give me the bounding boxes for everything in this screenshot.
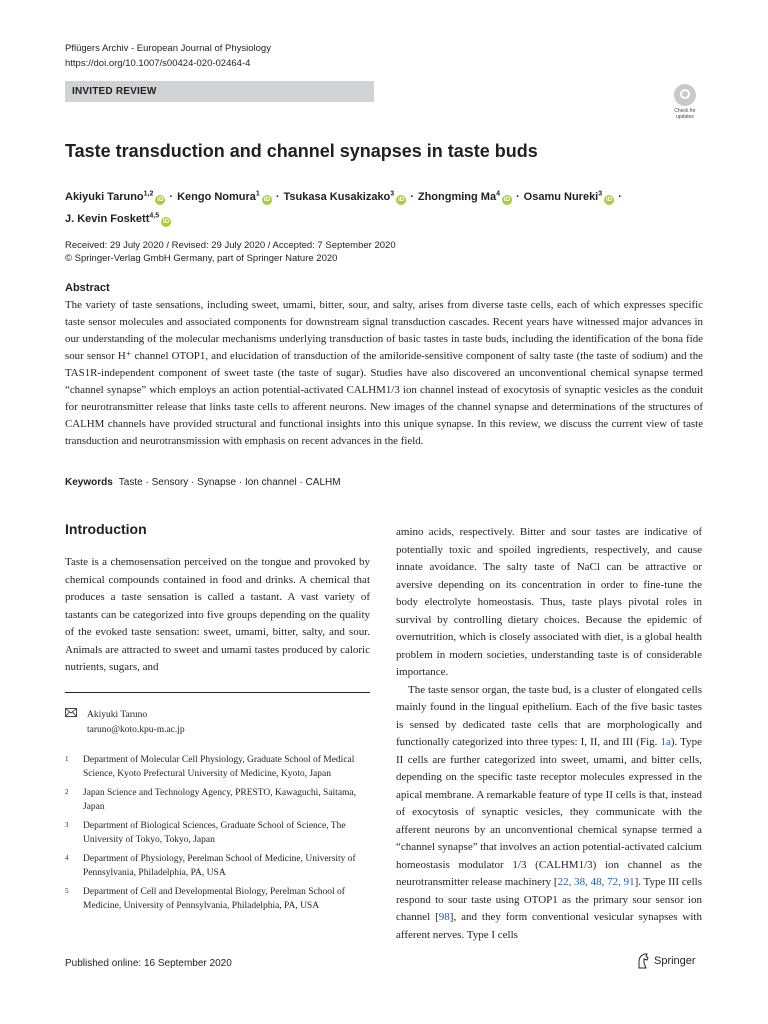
footnote-divider: [65, 692, 370, 693]
section-heading-introduction: Introduction: [65, 521, 147, 537]
keywords-list: Taste · Sensory · Synapse · Ion channel · CALHM: [118, 477, 341, 488]
doi-link[interactable]: https://doi.org/10.1007/s00424-020-02464-4: [65, 58, 251, 69]
article-type-label: INVITED REVIEW: [72, 86, 157, 97]
paragraph: amino acids, respectively. Bitter and sour tastes are indicative of potentially toxic and spoiled ingredients, respectively, and cause innate avoidance. The salty taste of NaCl can be attractive or aversive depending on its concentration in order to fine-tune the body electrolyte homeostasis. Thus, taste plays pivotal roles in survival by controlling dietary choices. Because the epidemic of overnutrition, which is closely associated with diet, is a global health problem in modern societies, understanding taste is of considerable importance.: [396, 526, 702, 678]
author[interactable]: J. Kevin Foskett$^{4,5}$iD: [65, 212, 170, 226]
check-for-updates-badge[interactable]: [666, 84, 704, 124]
affiliations: [65, 754, 375, 919]
article-type-bar: [65, 81, 374, 102]
intro-right-column: [396, 524, 702, 944]
author[interactable]: Tsukasa Kusakizako$^3$iD: [283, 190, 405, 203]
intro-left-column: [65, 554, 370, 677]
orcid-icon[interactable]: iD: [162, 218, 170, 226]
orcid-icon[interactable]: iD: [157, 195, 164, 203]
publisher-logo: [636, 953, 696, 969]
orcid-icon[interactable]: iD: [503, 195, 511, 203]
affiliation-item: 5 Department of Cell and Developmental Biology, Perelman School of Medicine, University of Pennsylvania, Philadelphia, PA, USA: [65, 887, 345, 911]
author[interactable]: Akiyuki Taruno$^{1,2}$iD: [65, 190, 164, 203]
figure-link[interactable]: 1a: [660, 736, 671, 748]
affiliation-item: 3 Department of Biological Sciences, Graduate School of Science, The University of Tokyo, Tokyo, Japan: [65, 821, 346, 845]
crossmark-icon: [674, 84, 696, 106]
published-date: Published online: 16 September 2020: [65, 958, 232, 969]
abstract-text: The variety of taste sensations, including sweet, umami, bitter, sour, and salty, arises from diverse taste cells, each of which expresses specific taste sensor molecules and associated components for downstream signal transduction cascades. Recent years have witnessed major advances in our understanding of the molecular mechanisms underlying transduction of basic tastes in taste buds, including the identification of the bona fide sour sensor H⁺ channel OTOP1, and elucidation of transduction of the amiloride-sensitive component of salty taste (the taste of sodium) and the TAS1R-independent component of sweet taste (the taste of sugar). Studies have also discovered an unconventional chemical synapse termed “channel synapse” which employs an action potential-activated CALHM1/3 ion channel instead of exocytosis of synaptic vesicles as the conduit for neurotransmitter release that links taste cells to afferent neurons. New images of the channel synapse and determinations of the structures of CALHM channels have provided structural and functional insights into this unique synapse. In this review, we discuss the current view of taste transduction and neurotransmission with emphasis on recent advances in the field.: [65, 299, 703, 447]
journal-header: [65, 41, 271, 71]
author[interactable]: Osamu Nureki$^3$iD: [523, 190, 613, 203]
author[interactable]: Zhongming Ma$^4$iD: [417, 190, 511, 203]
journal-name: Pflügers Archiv - European Journal of Physiology: [65, 43, 271, 54]
corresponding-author: [65, 708, 185, 738]
article-title: Taste transduction and channel synapses in taste buds: [65, 141, 538, 161]
history-dates: Received: 29 July 2020 / Revised: 29 July 2020 / Accepted: 7 September 2020: [65, 240, 396, 251]
affiliation-item: 4 Department of Physiology, Perelman School of Medicine, University of Pennsylvania, Philadelphia, PA, USA: [65, 854, 356, 878]
citation-link[interactable]: 98: [438, 911, 450, 923]
corresponding-author-email[interactable]: taruno@koto.kpu-m.ac.jp: [87, 725, 185, 735]
author[interactable]: Kengo Nomura$^1$iD: [177, 190, 271, 203]
abstract-heading: Abstract: [65, 282, 110, 294]
keywords-label: Keywords: [65, 477, 113, 488]
affiliation-item: 2 Japan Science and Technology Agency, PRESTO, Kawaguchi, Saitama, Japan: [65, 788, 357, 812]
keywords: [65, 477, 341, 488]
paragraph: Taste is a chemosensation perceived on the tongue and provoked by chemical compounds contained in food and drinks. A chemical that produces a taste sensation is called a tastant. A vast variety of tastants can be categorized into five groups depending on the quality of the evoked taste sensation: sweet, umami, bitter, salty, and sour. Animals are attracted to sweet and umami tastes produced by caloric nutrients, sugars, and: [65, 556, 370, 673]
orcid-icon[interactable]: iD: [605, 195, 613, 203]
envelope-icon: [65, 708, 87, 723]
corresponding-author-name: Akiyuki Taruno: [87, 710, 148, 720]
affiliation-item: 1 Department of Molecular Cell Physiology, Graduate School of Medical Science, Kyoto Prefectural University of Medicine, Kyoto, Japan: [65, 755, 355, 779]
paragraph: The taste sensor organ, the taste bud, is a cluster of elongated cells mainly found in the lingual epithelium. Each of the five basic tastes is sensed by dedicated taste cells that are morphologically and functionally categorized into three types: I, II, and III (Fig. 1a). Type II cells are further categorized into sweet, umami, and bitter cells, depending on the specific taste receptor molecules expressed in the apical membrane. A remarkable feature of type II cells is that, instead of exocytosis of synaptic vesicles, they communicate with the afferent neurons by an unconventional chemical synapse termed a “channel synapse” that involves an action potential-activated calcium homeostasis modulator 1/3 (CALHM1/3) ion channel as the neurotransmitter release machinery [22, 38, 48, 72, 91]. Type III cells respond to sour taste using OTOP1 as the primary sour sensor ion channel [98], and they form conventional vesicular synapses with afferent nerves. Type I cells: [396, 683, 703, 941]
orcid-icon[interactable]: iD: [263, 195, 271, 203]
copyright-notice: © Springer-Verlag GmbH Germany, part of Springer Nature 2020: [65, 252, 338, 264]
citation-link[interactable]: 22, 38, 48, 72, 91: [557, 876, 635, 888]
publisher-name: Springer: [654, 955, 696, 967]
author-list: Akiyuki Taruno$^{1,2}$iD · Kengo Nomura$^1$iD · Tsukasa Kusakizako$^3$iD · Zhongming $Ma^4iD$ · Osamu Nureki$^3$iD · J. Kevin Foskett$^{4,5}$iD: [65, 190, 622, 226]
crossmark-label: Check for updates: [674, 108, 696, 120]
orcid-icon[interactable]: iD: [397, 195, 405, 203]
springer-horse-icon: [636, 953, 650, 969]
article-history: [65, 240, 396, 265]
